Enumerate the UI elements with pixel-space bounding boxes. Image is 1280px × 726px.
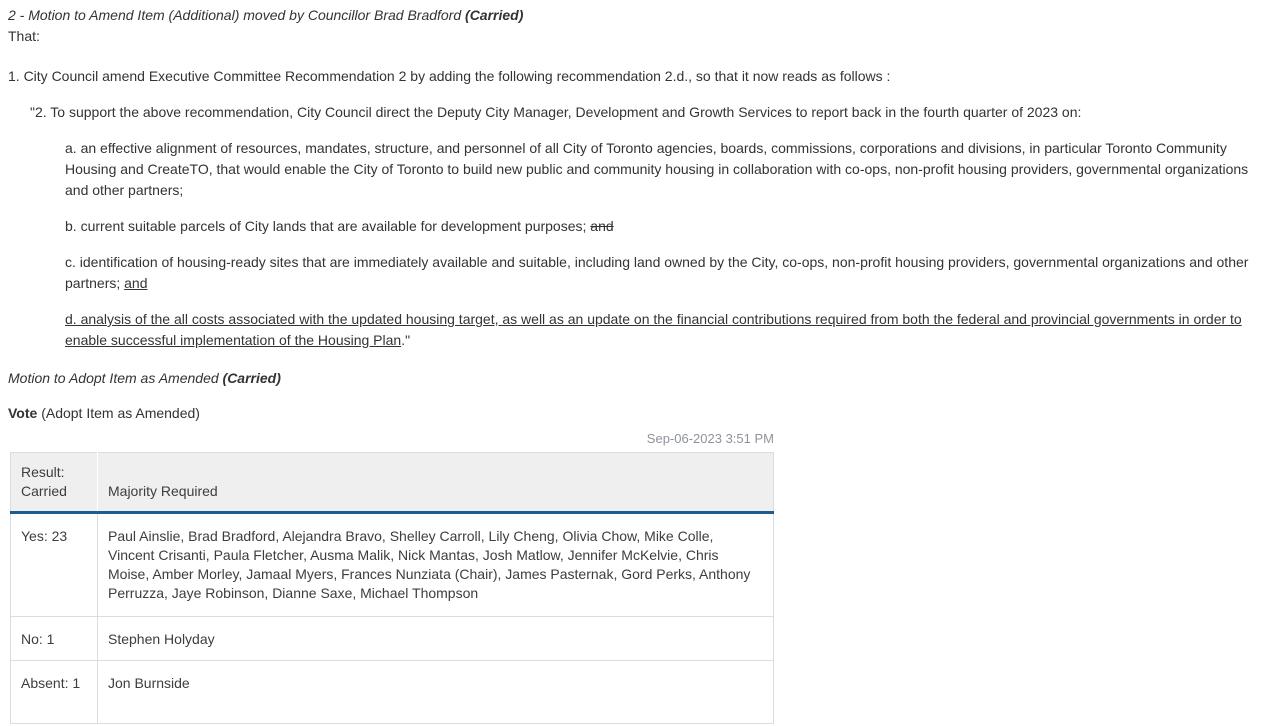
motion-adopt-result: (Carried) xyxy=(222,370,281,386)
vote-names-absent: Jon Burnside xyxy=(98,661,774,724)
vote-row-absent xyxy=(11,661,774,724)
sub-item-d xyxy=(65,309,1263,351)
result-header-cell: Result: Carried xyxy=(11,453,98,513)
motion-amend-text: 2 - Motion to Amend Item (Additional) moved by Councillor Brad Bradford xyxy=(8,7,466,23)
vote-row-yes xyxy=(11,513,774,617)
vote-table-body xyxy=(11,513,774,724)
vote-count-no: No: 1 xyxy=(11,617,98,661)
sub-item-a: a. an effective alignment of resources, mandates, structure, and personnel of all City of Toronto agencies, boards, commissions, corporations and divisions, in particular Toronto Community Housing and CreateTO, that would enable the City of Toronto to build new public and community housing in collaboration with co-ops, non-profit housing providers, governmental organizations and other partners; xyxy=(65,140,1249,198)
vote-names-no: Stephen Holyday xyxy=(98,617,774,661)
motion-amend-result: (Carried) xyxy=(465,7,524,23)
sub-item-d-suffix: ." xyxy=(401,332,411,348)
vote-label: Vote xyxy=(8,405,38,421)
vote-row-no xyxy=(11,617,774,661)
that-label: That: xyxy=(8,28,40,44)
vote-count-absent: Absent: 1 xyxy=(11,661,98,724)
quoted-recommendation-2: "2. To support the above recommendation, City Council direct the Deputy City Manager, Development and Growth Services to report back in the fourth quarter of 2023 on: xyxy=(30,104,1082,120)
vote-results-table xyxy=(10,452,774,724)
vote-count-yes: Yes: 23 xyxy=(11,513,98,617)
sub-item-c-underlined-text: and xyxy=(124,275,148,291)
motion-adopt-text: Motion to Adopt Item as Amended xyxy=(8,370,223,386)
vote-context: (Adopt Item as Amended) xyxy=(37,405,200,421)
vote-heading xyxy=(8,403,1272,424)
vote-table-header xyxy=(11,453,774,513)
sub-item-b-text: b. current suitable parcels of City lands that are available for development purposes; xyxy=(65,218,591,234)
vote-table-header-row xyxy=(11,453,774,513)
recommendation-1-paragraph: 1. City Council amend Executive Committee Recommendation 2 by adding the following recommendation 2.d., so that it now reads as follows : xyxy=(8,68,891,84)
vote-names-yes: Paul Ainslie, Brad Bradford, Alejandra Bravo, Shelley Carroll, Lily Cheng, Olivia Chow, Mike Colle, Vincent Crisanti, Paula Fletcher, Ausma Malik, Nick Mantas, Josh Matlow, Jennifer McKelvie, Chris Moise, Amber Morley, Jamaal Myers, Frances Nunziata (Chair), James Pasternak, Gord Perks, Anthony Perruzza, Jaye Robinson, Dianne Saxe, Michael Thompson xyxy=(98,513,774,617)
sub-item-c xyxy=(65,252,1263,294)
sub-item-c-text: c. identification of housing-ready sites that are immediately available and suitable, including land owned by the City, co-ops, non-profit housing providers, governmental organizations and other partners; xyxy=(65,254,1249,291)
majority-required-header-cell: Majority Required xyxy=(98,453,774,513)
sub-item-b-struck-text: and xyxy=(590,218,614,234)
motion-amend-heading xyxy=(8,5,1272,26)
sub-item-b xyxy=(65,216,1263,237)
vote-timestamp: Sep-06-2023 3:51 PM xyxy=(646,431,774,446)
motion-adopt-heading xyxy=(8,368,1272,389)
sub-item-d-underlined-text: d. analysis of the all costs associated with the updated housing target, as well as an update on the financial contributions required from both the federal and provincial governments in order to enable successful implementation of the Housing Plan xyxy=(65,311,1242,348)
